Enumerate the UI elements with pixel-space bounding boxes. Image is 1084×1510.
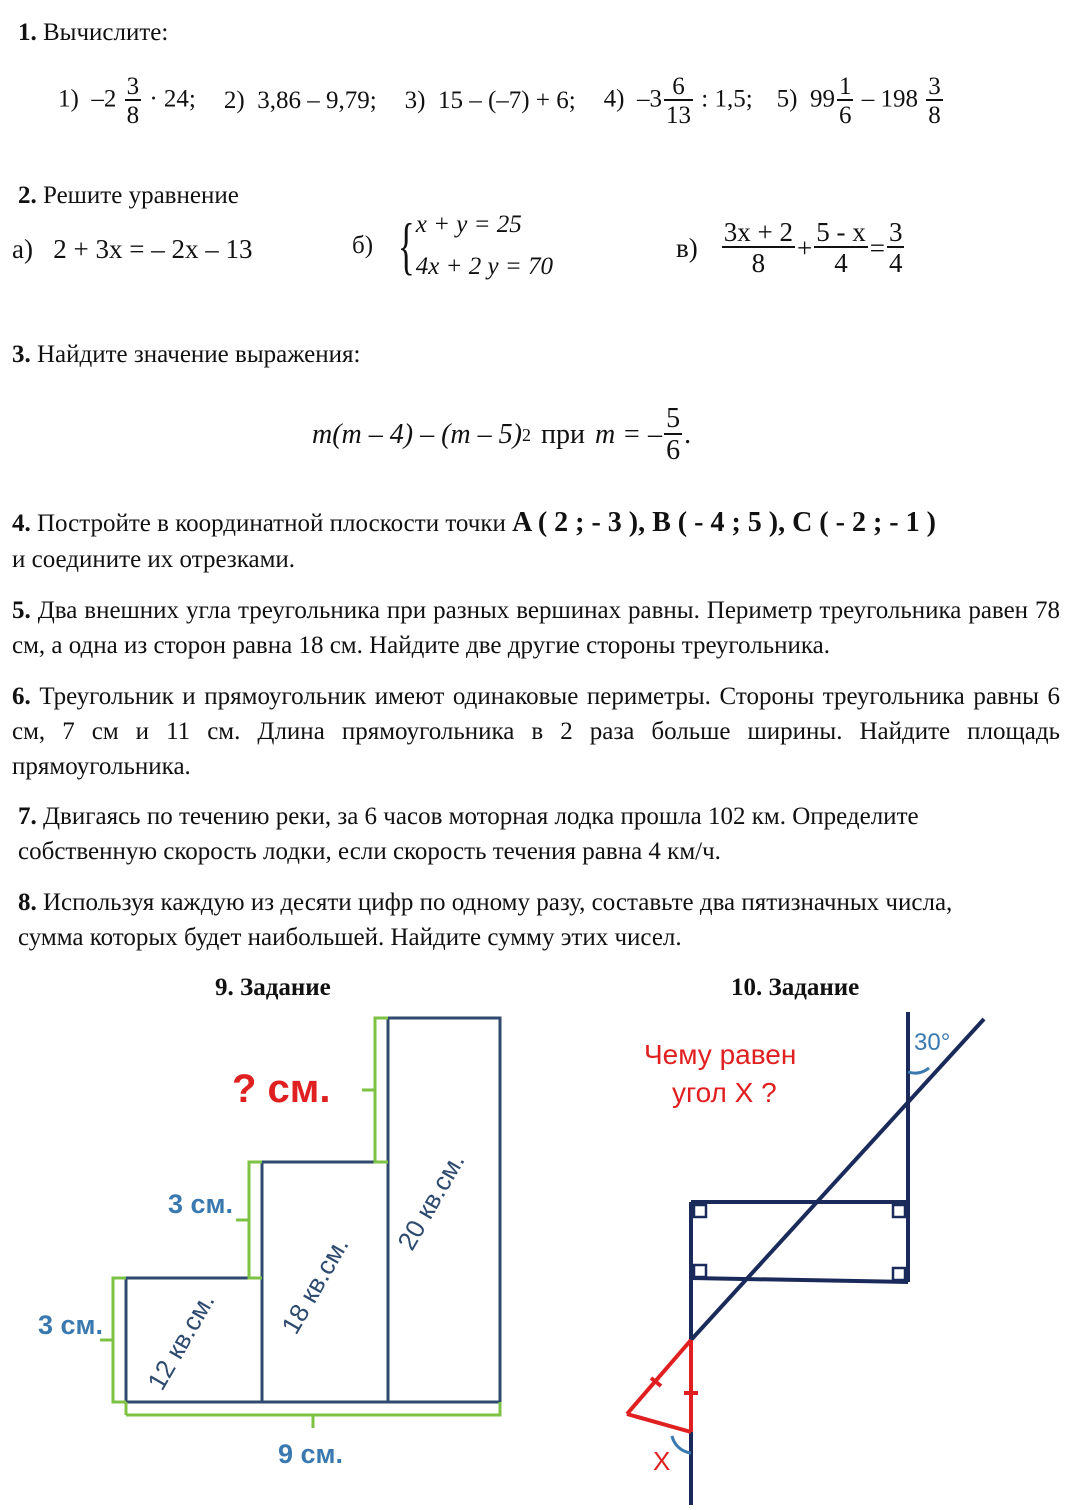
- item-expr: 15 – (–7) + 6;: [437, 87, 576, 114]
- equation-expr: 2 + 3х = – 2х – 13: [53, 234, 253, 264]
- task-number: 5.: [12, 597, 31, 624]
- item-number: 5): [776, 85, 798, 113]
- exponent: 2: [521, 424, 531, 445]
- angle-label-x: X: [653, 1446, 671, 1476]
- denominator: 6: [666, 435, 681, 466]
- system-line-2: 4x + 2 y = 70: [415, 253, 553, 280]
- item-tail: · 24;: [149, 85, 196, 113]
- task-text: и соедините их отрезками.: [12, 546, 296, 573]
- question-line-1: Чему равен: [644, 1039, 797, 1070]
- right-angle-mark: [694, 1205, 706, 1217]
- task-text: Двигаясь по течению реки, за 6 часов моторная лодка прошла 102 км. Определите собственную скорость лодки, если скорость течения равна 4 км/ч.: [18, 803, 919, 865]
- angle-label-30: 30°: [914, 1029, 951, 1056]
- equation-label: в): [676, 233, 698, 263]
- operator: +: [796, 233, 813, 263]
- period: .: [684, 419, 692, 450]
- denominator: 8: [125, 99, 142, 128]
- task-text: Треугольник и прямоугольник имеют одинаковые периметры. Стороны треугольника равны 6 см, 7 см и 11 см. Длина прямоугольника в 2 раза больше ширины. Найдите площадь прямоугольника.: [12, 683, 1060, 780]
- triangle-side: [627, 1340, 691, 1414]
- item-whole: –2: [91, 85, 117, 113]
- equation-label: а): [12, 234, 33, 264]
- question-line-2: угол X ?: [672, 1077, 777, 1108]
- task-number: 3.: [12, 341, 31, 368]
- denominator: 8: [926, 99, 943, 128]
- task-text: Постройте в координатной плоскости точки: [37, 510, 506, 537]
- denominator: 4: [888, 248, 903, 278]
- numerator: 3: [888, 217, 903, 247]
- numerator: 3: [928, 73, 941, 100]
- equation-label: б): [352, 232, 374, 259]
- item-tail: : 1,5;: [701, 85, 753, 113]
- brace-icon: {: [397, 210, 415, 281]
- task-number: 4.: [12, 510, 31, 537]
- item-number: 4): [603, 85, 625, 113]
- area-label-12: 12 кв.см.: [141, 1287, 221, 1395]
- points-list: A ( 2 ; - 3 ), B ( - 4 ; 5 ), C ( - 2 ; - 1 ): [512, 507, 936, 538]
- figure9-heading: 9. Задание: [215, 974, 331, 1001]
- right-angle-mark: [893, 1205, 905, 1217]
- item-whole: –3: [637, 85, 662, 113]
- right-angle-mark: [893, 1268, 905, 1280]
- denominator: 13: [664, 99, 693, 128]
- numerator: 5: [666, 403, 681, 434]
- item-number: 1): [58, 85, 79, 113]
- task-title: Найдите значение выражения:: [37, 341, 361, 368]
- numerator: 1: [838, 73, 852, 100]
- angle-arc-x: [672, 1436, 691, 1453]
- length-label-lower: 3 см.: [38, 1310, 104, 1340]
- condition-word: при: [540, 419, 585, 450]
- numerator: 5 - x: [816, 217, 866, 247]
- denominator: 8: [722, 246, 795, 277]
- area-label-20: 20 кв.см.: [391, 1147, 471, 1255]
- right-angle-mark: [694, 1265, 706, 1277]
- task-title: Решите уравнение: [43, 182, 239, 209]
- unknown-length-label: ? см.: [232, 1067, 331, 1111]
- item-number: 2): [223, 87, 245, 114]
- denominator: 4: [814, 246, 868, 277]
- numerator: 3: [126, 73, 140, 100]
- variable-value: m = –: [594, 419, 663, 450]
- triangle-base: [627, 1414, 691, 1432]
- item-number: 3): [404, 87, 426, 114]
- operator: =: [869, 233, 885, 263]
- denominator: 6: [837, 99, 854, 128]
- task-number: 7.: [18, 803, 37, 830]
- task-number: 6.: [12, 683, 31, 710]
- system-line-1: x + y = 25: [415, 211, 522, 238]
- item-whole: 99: [809, 85, 835, 113]
- task-text: Используя каждую из десяти цифр по одному разу, составьте два пятизначных числа, сумма которых будет наибольшей. Найдите сумму этих чисел.: [18, 889, 953, 951]
- task-number: 1.: [18, 19, 37, 46]
- item-mid: – 198: [861, 85, 918, 113]
- figure10-heading: 10. Задание: [731, 974, 860, 1001]
- numerator: 3x + 2: [723, 217, 793, 247]
- area-label-18: 18 кв.см.: [275, 1231, 355, 1339]
- numerator: 6: [672, 73, 685, 100]
- angle-arc-30: [908, 1068, 929, 1073]
- task-number: 2.: [18, 182, 37, 209]
- expression: m(m – 4) – (m – 5): [312, 419, 522, 450]
- task-text: Два внешних угла треугольника при разных вершинах равны. Периметр треугольника равен 78 см, а одна из сторон равна 18 см. Найдите две другие стороны треугольника.: [12, 597, 1061, 659]
- rect-bottom: [691, 1278, 908, 1282]
- item-expr: 3,86 – 9,79;: [257, 87, 377, 114]
- length-label-bottom: 9 см.: [278, 1439, 344, 1469]
- task-title: Вычислите:: [43, 19, 169, 46]
- task-number: 8.: [18, 889, 37, 916]
- length-label-upper: 3 см.: [168, 1189, 234, 1219]
